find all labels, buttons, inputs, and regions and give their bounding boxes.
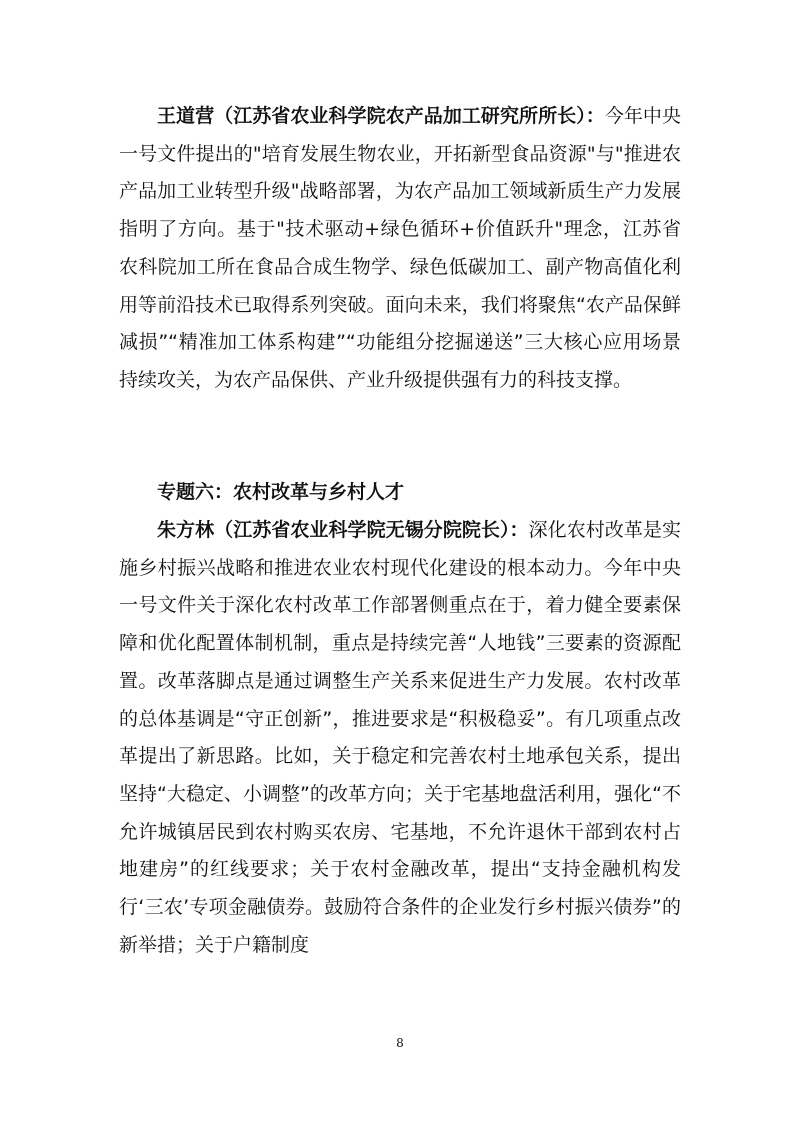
paragraph-text: 今年中央一号文件提出的"培育发展生物农业，开拓新型食品资源"与"推进农产品加工业转型升级"战略部署，为农产品加工领域新质生产力发展指明了方向。基于"技术驱动+绿色循环+价值跃升"理念，江苏省农科院加工所在食品合成生物学、绿色低碳加工、副产物高值化利用等前沿技术已取得系列突破。面向未来，我们将聚焦“农产品保鲜减损”“精准加工体系构建”“功能组分挖掘递送”三大核心应用场景持续攻关，为农产品保供、产业升级提供强有力的科技支撑。	[119, 105, 681, 391]
paragraph-text: 深化农村改革是实施乡村振兴战略和推进农业农村现代化建设的根本动力。今年中央一号文件关于深化农村改革工作部署侧重点在于，着力健全要素保障和优化配置体制机制，重点是持续完善“人地钱”三要素的资源配置。改革落脚点是通过调整生产关系来促进生产力发展。农村改革的总体基调是“守正创新”，推进要求是“积极稳妥”。有几项重点改革提出了新思路。比如，关于稳定和完善农村土地承包关系，提出坚持“大稳定、小调整”的改革方向；关于宅基地盘活利用，强化“不允许城镇居民到农村购买农房、宅基地，不允许退休干部到农村占地建房”的红线要求；关于农村金融改革，提出“支持金融机构发行‘三农’专项金融债券。鼓励符合条件的企业发行乡村振兴债券”的新举措；关于户籍制度	[119, 519, 681, 956]
speaker-name: 王道营（江苏省农业科学院农产品加工研究所所长）：	[157, 105, 605, 127]
paragraph-body	[119, 98, 681, 400]
paragraph-body	[119, 512, 681, 964]
section-heading-block	[119, 474, 681, 512]
page-number: 8	[396, 1036, 404, 1050]
section-heading: 专题六：农村改革与乡村人才	[157, 481, 405, 503]
paragraph-wang-daoying	[119, 98, 681, 400]
paragraph-zhu-fanglin	[119, 512, 681, 964]
speaker-name: 朱方林（江苏省农业科学院无锡分院院长）：	[157, 519, 529, 541]
